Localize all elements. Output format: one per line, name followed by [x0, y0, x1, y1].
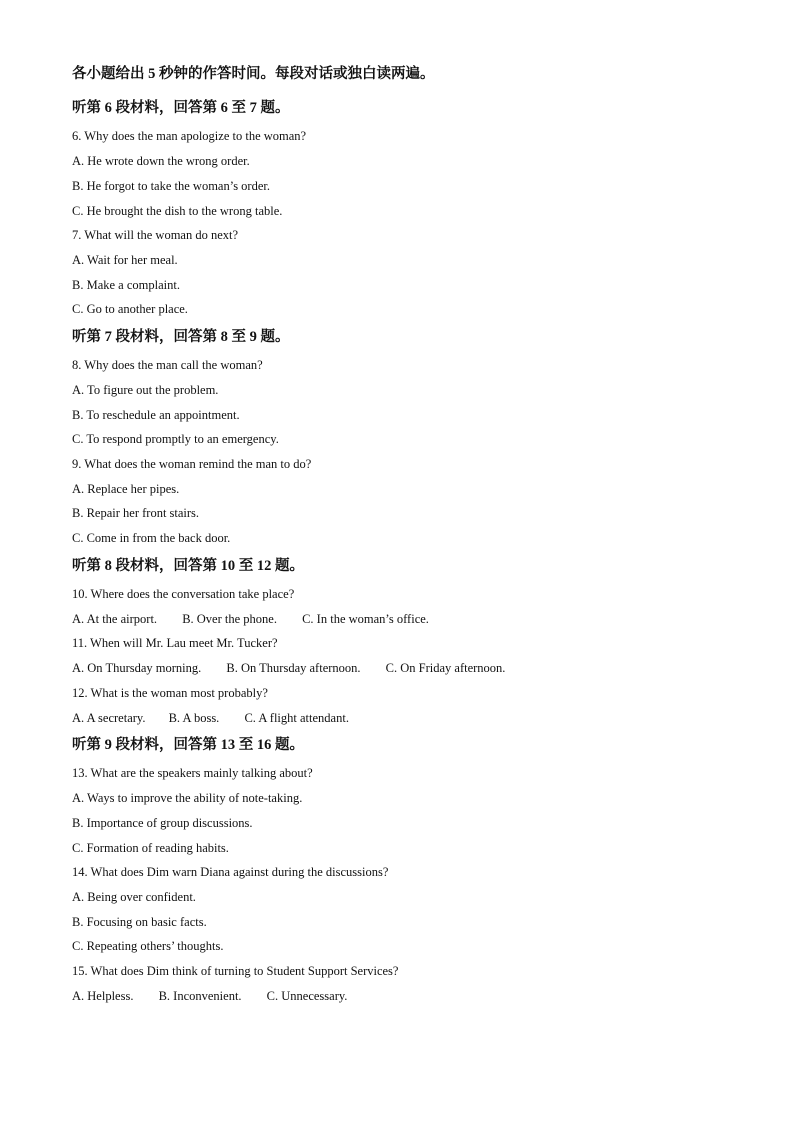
option-row: [72, 611, 429, 627]
option-row: [72, 710, 349, 726]
option-row: [72, 988, 347, 1004]
option: C. Repeating others’ thoughts.: [72, 939, 224, 953]
option: A. A secretary.: [72, 711, 146, 725]
section-heading: 听第 6 段材料，回答第 6 至 7 题。: [72, 100, 290, 116]
question-stem: 6. Why does the man apologize to the woman?: [72, 129, 307, 143]
section-heading: 听第 8 段材料，回答第 10 至 12 题。: [72, 558, 304, 574]
question-stem: 12. What is the woman most probably?: [72, 686, 268, 700]
option: B. Repair her front stairs.: [72, 506, 200, 520]
question-stem: 14. What does Dim warn Diana against during the discussions?: [72, 865, 389, 879]
option: C. In the woman’s office.: [302, 612, 429, 626]
option: B. Focusing on basic facts.: [72, 915, 207, 929]
option: B. Importance of group discussions.: [72, 816, 253, 830]
option: C. Come in from the back door.: [72, 531, 231, 545]
question-stem: 10. Where does the conversation take place?: [72, 587, 295, 601]
option: A. Wait for her meal.: [72, 253, 178, 267]
option: A. He wrote down the wrong order.: [72, 154, 250, 168]
option: B. On Thursday afternoon.: [226, 661, 361, 675]
option: C. He brought the dish to the wrong table.: [72, 204, 283, 218]
question-stem: 11. When will Mr. Lau meet Mr. Tucker?: [72, 636, 278, 650]
option: B. Make a complaint.: [72, 278, 180, 292]
question-stem: 13. What are the speakers mainly talking about?: [72, 766, 313, 780]
question-stem: 9. What does the woman remind the man to do?: [72, 457, 312, 471]
question-stem: 7. What will the woman do next?: [72, 228, 239, 242]
section-heading: 听第 7 段材料，回答第 8 至 9 题。: [72, 329, 290, 345]
option: A. To figure out the problem.: [72, 383, 219, 397]
option: A. Being over confident.: [72, 890, 196, 904]
option: C. A flight attendant.: [244, 711, 349, 725]
option: B. Inconvenient.: [158, 989, 242, 1003]
option-row: [72, 660, 505, 676]
section-heading: 听第 9 段材料，回答第 13 至 16 题。: [72, 737, 304, 753]
option: C. Formation of reading habits.: [72, 841, 229, 855]
option: B. He forgot to take the woman’s order.: [72, 179, 270, 193]
option: A. On Thursday morning.: [72, 661, 202, 675]
option: C. Go to another place.: [72, 302, 188, 316]
option: B. To reschedule an appointment.: [72, 408, 240, 422]
option: B. Over the phone.: [182, 612, 277, 626]
option: C. Unnecessary.: [266, 989, 348, 1003]
option: A. Replace her pipes.: [72, 482, 180, 496]
option: B. A boss.: [168, 711, 220, 725]
option: C. To respond promptly to an emergency.: [72, 432, 279, 446]
option: A. Helpless.: [72, 989, 134, 1003]
intro-text: 各小题给出 5 秒钟的作答时间。每段对话或独白读两遍。: [72, 66, 435, 82]
question-stem: 15. What does Dim think of turning to Student Support Services?: [72, 964, 399, 978]
option: A. Ways to improve the ability of note-taking.: [72, 791, 303, 805]
option: C. On Friday afternoon.: [385, 661, 506, 675]
option: A. At the airport.: [72, 612, 158, 626]
question-stem: 8. Why does the man call the woman?: [72, 358, 263, 372]
